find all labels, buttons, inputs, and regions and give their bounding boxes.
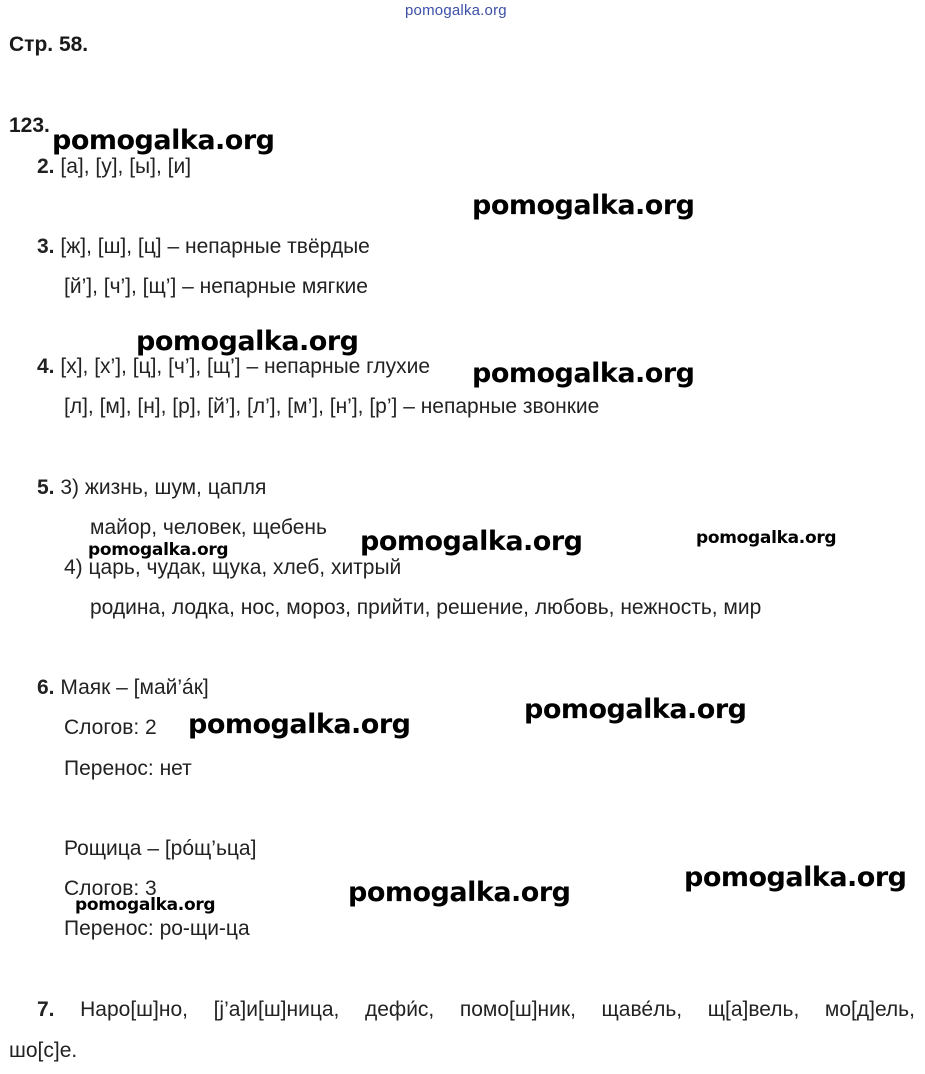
watermark: pomogalka.org <box>348 877 571 908</box>
page-header: Стр. 58. <box>9 33 89 56</box>
watermark: pomogalka.org <box>75 895 216 915</box>
item-5-line-3: 4) царь, чудак, щука, хлеб, хитрый <box>64 556 402 579</box>
item-number: 6. <box>37 676 55 699</box>
item-number: 2. <box>37 155 55 178</box>
item-7-word: щаве́ль, <box>601 998 683 1021</box>
item-6-hyphenation-2: Перенос: ро-щи-ца <box>64 917 250 940</box>
item-7-word: Наро[ш]но, <box>80 998 188 1021</box>
item-number: 4. <box>37 355 55 378</box>
item-number: 7. <box>37 998 55 1021</box>
item-text: 3) жизнь, шум, цапля <box>60 476 267 499</box>
item-7-word: дефи́с, <box>364 998 435 1021</box>
item-5-line-2: майор, человек, щебень <box>90 516 327 539</box>
item-7-line-2: шо[с]е. <box>9 1039 78 1062</box>
watermark: pomogalka.org <box>684 862 907 893</box>
item-6-hyphenation-1: Перенос: нет <box>64 757 192 780</box>
item-7-word: мо[д]ель, <box>824 998 915 1021</box>
item-7 <box>37 998 915 1022</box>
item-3-line-2: [й’], [ч’], [щ’] – непарные мягкие <box>64 275 368 298</box>
watermark: pomogalka.org <box>88 540 229 560</box>
item-7-word: [j’а]и[ш]ница, <box>213 998 340 1021</box>
watermark: pomogalka.org <box>696 528 837 548</box>
watermark: pomogalka.org <box>472 358 695 389</box>
item-6-word-2: Рощица – [рóщ’ьца] <box>64 837 257 860</box>
exercise-number: 123. <box>9 114 50 137</box>
item-text: Маяк – [май’áк] <box>60 676 209 699</box>
watermark: pomogalka.org <box>188 709 411 740</box>
item-4-line-2: [л], [м], [н], [р], [й’], [л’], [м’], [н’], [р’] – непарные звонкие <box>64 395 600 418</box>
item-5 <box>37 476 266 500</box>
item-3 <box>37 235 370 259</box>
item-6-syllables-2: Слогов: 3 <box>64 877 157 900</box>
watermark: pomogalka.org <box>52 125 275 156</box>
watermark: pomogalka.org <box>136 326 359 357</box>
item-text: [х], [х’], [ц], [ч’], [щ’] – непарные глухие <box>60 355 431 378</box>
item-7-word: щ[а]вель, <box>707 998 800 1021</box>
item-6 <box>37 676 209 700</box>
item-7-word: помо[ш]ник, <box>459 998 576 1021</box>
watermark-top: pomogalka.org <box>405 2 507 19</box>
watermark: pomogalka.org <box>360 526 583 557</box>
item-number: 3. <box>37 235 55 258</box>
item-text: [ж], [ш], [ц] – непарные твёрдые <box>60 235 370 258</box>
watermark: pomogalka.org <box>524 694 747 725</box>
item-2 <box>37 155 191 179</box>
item-6-syllables-1: Слогов: 2 <box>64 716 157 739</box>
item-number: 5. <box>37 476 55 499</box>
item-4 <box>37 355 430 379</box>
item-5-line-4: родина, лодка, нос, мороз, прийти, решение, любовь, нежность, мир <box>90 596 762 619</box>
watermark: pomogalka.org <box>472 190 695 221</box>
item-text: [а], [у], [ы], [и] <box>60 155 192 178</box>
